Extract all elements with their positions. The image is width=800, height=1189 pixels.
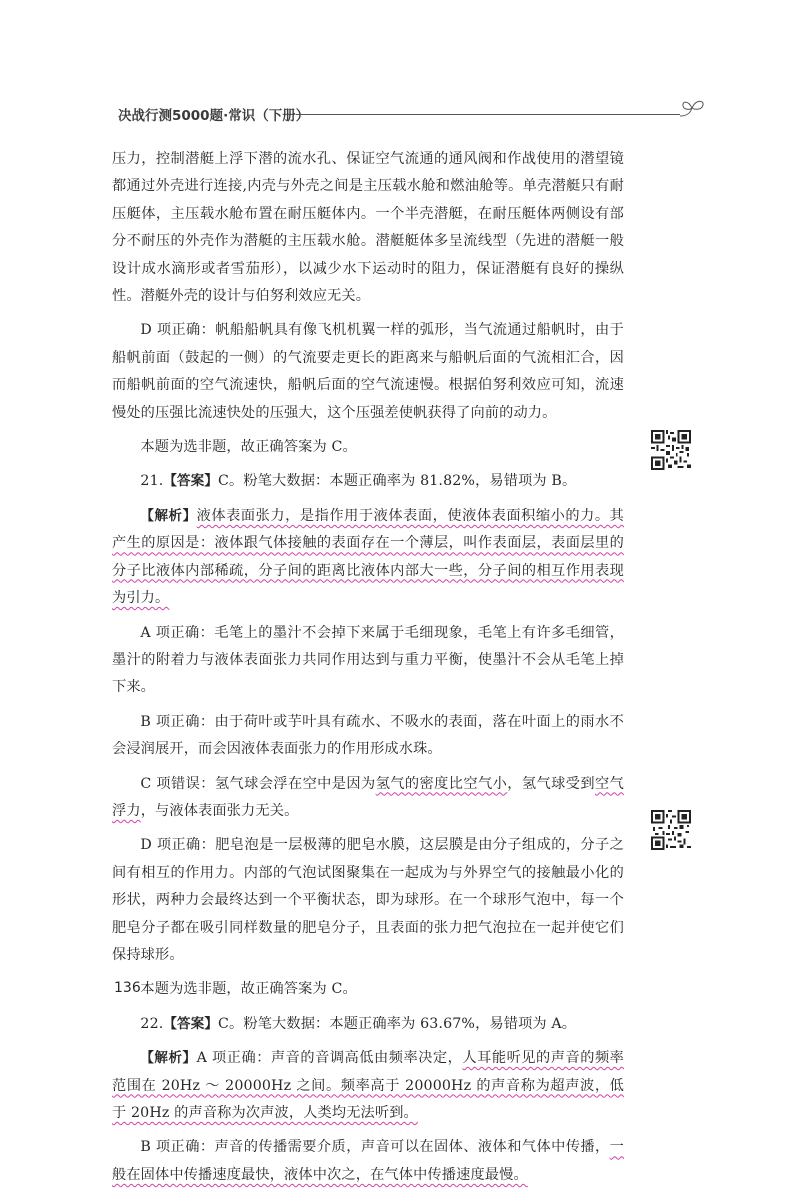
paragraph: A 项正确：毛笔上的墨汁不会掉下来属于毛细现象，毛笔上有许多毛细管，墨汁的附着力与液体表面张力共同作用达到与重力平衡，使墨汁不会从毛笔上掉下来。 — [112, 624, 624, 696]
highlighted-text: 液体表面张力，是指作用于液体表面，使液体表面积缩小的力。其产生的原因是：液体跟气体接触的表面存在一个薄层，叫作表面层，表面层里的分子比液体内部稀疏，分子间的距离比液体内部大一些，分子间的相互作用表现为引力。 — [112, 507, 624, 607]
qr-code-icon[interactable] — [651, 810, 691, 850]
highlighted-text: 氢气的密度比空气小 — [375, 775, 508, 792]
paragraph: D 项正确：肥皂泡是一层极薄的肥皂水膜，这层膜是由分子组成的，分子之间有相互的作用力。内部的气泡试图聚集在一起成为与外界空气的接触最小化的形状，两种力会最终达到一个平衡状态，即为球形。在一个球形气泡中，每一个肥皂分子都在吸引同样数量的肥皂分子，且表面的张力把气泡拉在一起并使它们保持球形。 — [112, 837, 624, 963]
paragraph: D 项正确：帆船船帆具有像飞机机翼一样的弧形，当气流通过船帆时，由于船帆前面（鼓起的一侧）的气流要走更长的距离来与船帆后面的气流相汇合，因而船帆前面的空气流速快，船帆后面的空气流速慢。根据伯努利效应可知，流速慢处的压强比流速快处的压强大，这个压强差使帆获得了向前的动力。 — [112, 322, 624, 421]
paragraph: C 项错误：氢气球会浮在空中是因为氢气的密度比空气小，氢气球受到空气浮力，与液体表面张力无关。 — [112, 775, 624, 819]
page-body — [112, 146, 624, 1189]
answer-tag: 【答案】 — [163, 1015, 219, 1032]
highlighted-text: 一般在固体中传播速度最快，液体中次之，在气体中传播速度最慢。 — [112, 1139, 624, 1183]
question-21-analysis — [112, 503, 624, 613]
highlighted-text: 人耳能听见的声音的频率范围在 20Hz ～ 20000Hz 之间。频率高于 20000Hz 的声音称为超声波，低于 20Hz 的声音称为次声波，人类均无法听到。 — [112, 1050, 625, 1121]
header-rule — [296, 114, 680, 115]
analysis-tag: 【解析】 — [140, 507, 197, 524]
answer-tag: 【答案】 — [163, 473, 219, 490]
analysis-tag: 【解析】 — [140, 1050, 197, 1067]
paragraph: B 项正确：由于荷叶或芋叶具有疏水、不吸水的表面，落在叶面上的雨水不会浸润展开，而会因液体表面张力的作用形成水珠。 — [112, 713, 624, 758]
paragraph: B 项正确：声音的传播需要介质，声音可以在固体、液体和气体中传播，一般在固体中传播速度最快，液体中次之，在气体中传播速度最慢。 — [112, 1139, 624, 1183]
paragraph: 压力，控制潜艇上浮下潜的流水孔、保证空气流通的通风阀和作战使用的潜望镜都通过外壳进行连接,内壳与外壳之间是主压载水舱和燃油舱等。单壳潜艇只有耐压艇体，主压载水舱布置在耐压艇体内。一个半壳潜艇，在耐压艇体两侧设有部分不耐压的外壳作为潜艇的主压载水舱。潜艇艇体多呈流线型（先进的潜艇一般设计成水滴形或者雪茄形），以减少水下运动时的阻力，保证潜艇有良好的操纵性。潜艇外壳的设计与伯努利效应无关。 — [112, 151, 624, 305]
sprout-icon — [676, 96, 708, 122]
question-22-answer: 22.【答案】C。粉笔大数据：本题正确率为 63.67%，易错项为 A。 — [140, 1015, 577, 1032]
running-header — [118, 100, 698, 124]
highlighted-text: 空气浮力 — [112, 775, 624, 819]
page-number: 136 — [114, 980, 141, 996]
paragraph: 本题为选非题，故正确答案为 C。 — [140, 439, 357, 456]
paragraph: 本题为选非题，故正确答案为 C。 — [140, 981, 357, 998]
question-22-analysis: 【解析】A 项正确：声音的音调高低由频率决定，人耳能听见的声音的频率范围在 20Hz ～ 20000Hz 之间。频率高于 20000Hz 的声音称为超声波，低于 20Hz 的声音称为次声波，人类均无法听到。 — [112, 1050, 625, 1121]
book-title: 决战行测5000题·常识（下册） — [118, 108, 310, 124]
question-21-answer: 21.【答案】C。粉笔大数据：本题正确率为 81.82%，易错项为 B。 — [140, 473, 577, 490]
qr-code-icon[interactable] — [651, 430, 691, 470]
